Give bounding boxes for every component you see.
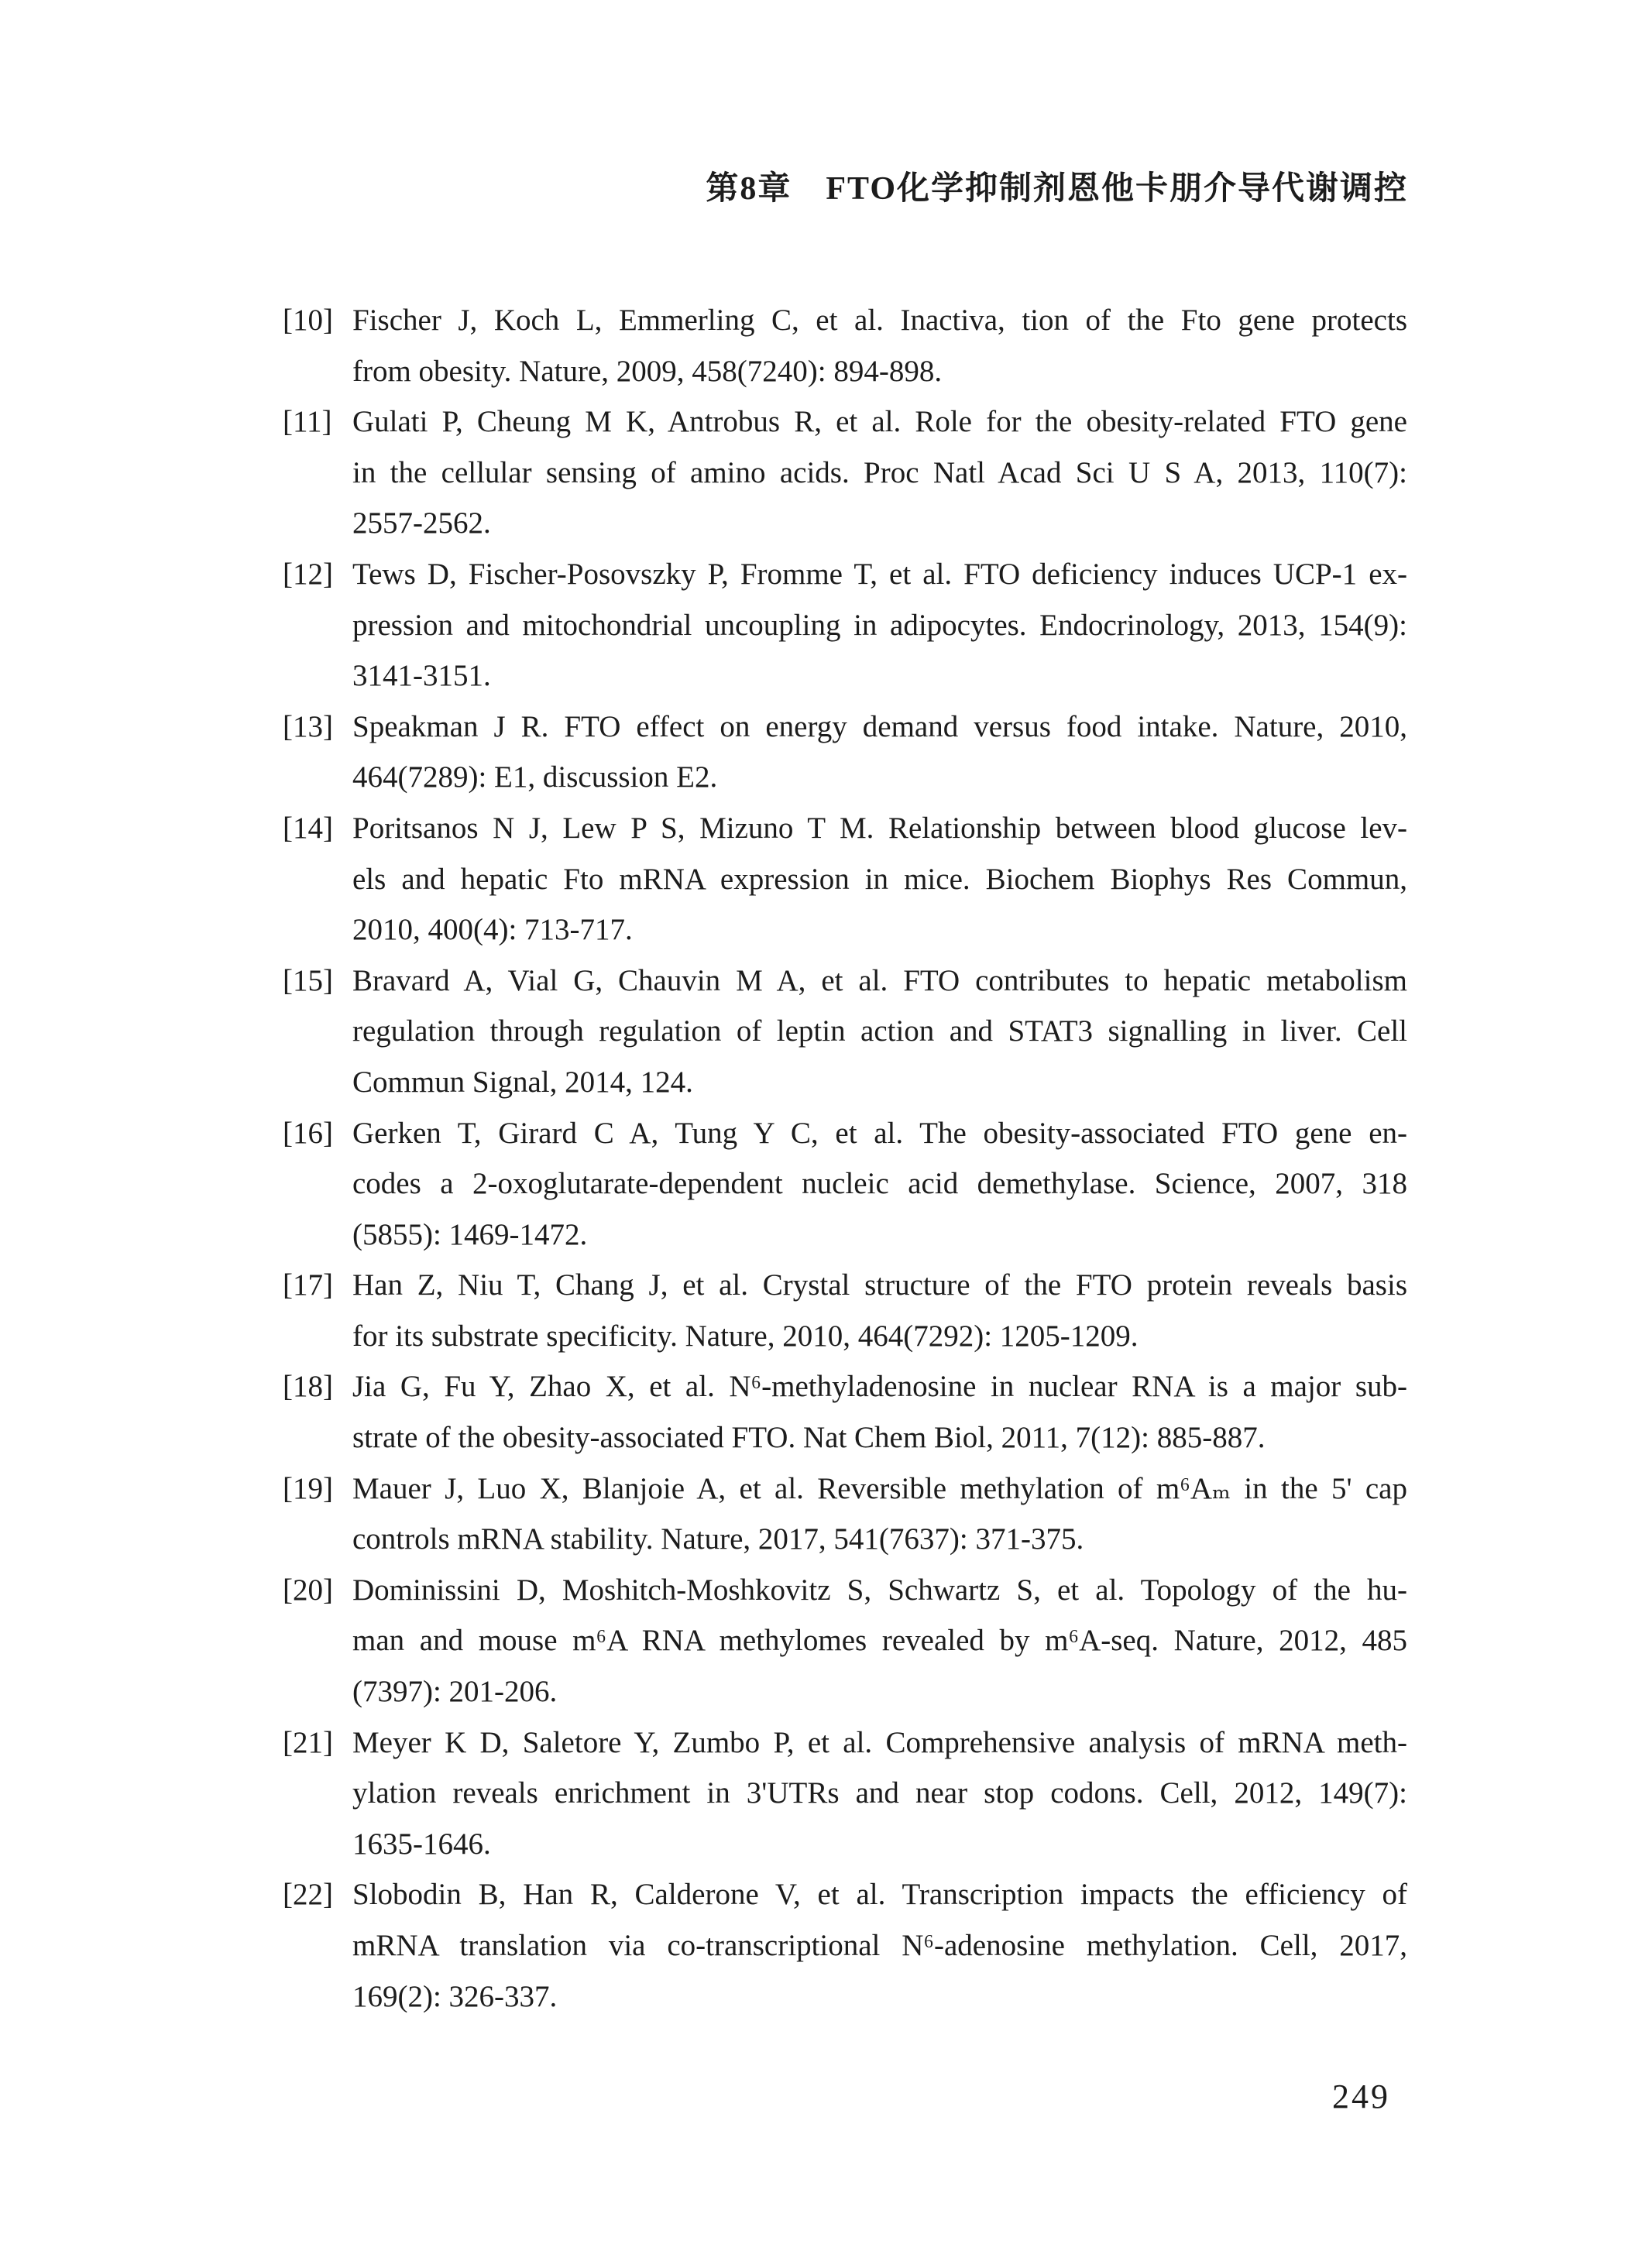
reference-line: Jia G, Fu Y, Zhao X, et al. N⁶-methyladenosine in nuclear RNA is a major sub- [352, 1370, 1407, 1404]
reference-number: [11] [283, 405, 332, 439]
reference-line: 2010, 400(4): 713-717. [352, 913, 633, 947]
reference-line: (5855): 1469-1472. [352, 1217, 588, 1251]
reference-number: [22] [283, 1878, 333, 1912]
reference-line: regulation through regulation of leptin action and STAT3 signalling in liver. Cell [352, 1014, 1407, 1048]
reference-item [283, 1260, 1407, 1361]
reference-line: man and mouse m⁶A RNA methylomes revealed by m⁶A-seq. Nature, 2012, 485 [352, 1624, 1407, 1658]
reference-line: 1635-1646. [352, 1827, 491, 1861]
reference-line: Slobodin B, Han R, Calderone V, et al. Transcription impacts the efficiency of [352, 1878, 1407, 1912]
reference-line: Mauer J, Luo X, Blanjoie A, et al. Reversible methylation of m⁶Aₘ in the 5' cap [352, 1471, 1407, 1505]
reference-line: controls mRNA stability. Nature, 2017, 541(7637): 371-375. [352, 1522, 1084, 1556]
reference-item [283, 1565, 1407, 1717]
reference-line: mRNA translation via co-transcriptional N⁶-adenosine methylation. Cell, 2017, [352, 1929, 1407, 1962]
reference-item [283, 295, 1407, 396]
reference-line: pression and mitochondrial uncoupling in adipocytes. Endocrinology, 2013, 154(9): [352, 608, 1407, 642]
reference-line: Tews D, Fischer-Posovszky P, Fromme T, et al. FTO deficiency induces UCP-1 ex- [352, 557, 1407, 591]
reference-line: 464(7289): E1, discussion E2. [352, 760, 718, 794]
reference-number: [13] [283, 709, 333, 743]
reference-line: Bravard A, Vial G, Chauvin M A, et al. FTO contributes to hepatic metabolism [352, 963, 1407, 997]
reference-number: [12] [283, 557, 333, 591]
reference-item [283, 396, 1407, 549]
reference-number: [20] [283, 1573, 333, 1607]
reference-line: Meyer K D, Saletore Y, Zumbo P, et al. Comprehensive analysis of mRNA meth- [352, 1725, 1407, 1759]
reference-line: Speakman J R. FTO effect on energy demand versus food intake. Nature, 2010, [352, 709, 1407, 743]
reference-item [283, 956, 1407, 1108]
reference-line: for its substrate specificity. Nature, 2010, 464(7292): 1205-1209. [352, 1319, 1139, 1353]
reference-line: els and hepatic Fto mRNA expression in mice. Biochem Biophys Res Commun, [352, 862, 1407, 896]
reference-item [283, 549, 1407, 702]
reference-item [283, 1717, 1407, 1870]
reference-line: 3141-3151. [352, 659, 491, 693]
reference-item [283, 1463, 1407, 1565]
reference-number: [10] [283, 304, 333, 337]
reference-line: Gerken T, Girard C A, Tung Y C, et al. The obesity-associated FTO gene en- [352, 1116, 1407, 1150]
reference-line: Poritsanos N J, Lew P S, Mizuno T M. Relationship between blood glucose lev- [352, 811, 1407, 845]
reference-item [283, 1869, 1407, 2022]
reference-number: [17] [283, 1268, 333, 1302]
reference-line: strate of the obesity-associated FTO. Nat Chem Biol, 2011, 7(12): 885-887. [352, 1421, 1266, 1455]
reference-item [283, 702, 1407, 803]
reference-line: from obesity. Nature, 2009, 458(7240): 894-898. [352, 354, 943, 388]
reference-line: Gulati P, Cheung M K, Antrobus R, et al. Role for the obesity-related FTO gene [352, 405, 1407, 439]
reference-line: 169(2): 326-337. [352, 1979, 558, 2013]
reference-line: Han Z, Niu T, Chang J, et al. Crystal structure of the FTO protein reveals basis [352, 1268, 1407, 1302]
reference-line: ylation reveals enrichment in 3'UTRs and near stop codons. Cell, 2012, 149(7): [352, 1776, 1407, 1810]
reference-line: Fischer J, Koch L, Emmerling C, et al. Inactiva, tion of the Fto gene protects [352, 304, 1407, 337]
reference-number: [14] [283, 811, 333, 845]
reference-line: Dominissini D, Moshitch-Moshkovitz S, Schwartz S, et al. Topology of the hu- [352, 1573, 1407, 1607]
reference-number: [16] [283, 1116, 333, 1150]
running-header: 第8章 FTO化学抑制剂恩他卡朋介导代谢调控 [706, 171, 1408, 207]
reference-number: [18] [283, 1370, 333, 1404]
reference-item [283, 1108, 1407, 1261]
reference-item [283, 803, 1407, 956]
reference-line: (7397): 201-206. [352, 1675, 558, 1709]
reference-number: [15] [283, 963, 333, 997]
reference-number: [21] [283, 1725, 333, 1759]
page-number: 249 [1332, 2078, 1390, 2115]
reference-number: [19] [283, 1471, 333, 1505]
reference-line: codes a 2-oxoglutarate-dependent nucleic acid demethylase. Science, 2007, 318 [352, 1167, 1407, 1201]
reference-list [283, 295, 1407, 2022]
reference-line: 2557-2562. [352, 506, 491, 540]
reference-line: Commun Signal, 2014, 124. [352, 1065, 693, 1099]
reference-item [283, 1361, 1407, 1463]
reference-line: in the cellular sensing of amino acids. Proc Natl Acad Sci U S A, 2013, 110(7): [352, 455, 1407, 489]
